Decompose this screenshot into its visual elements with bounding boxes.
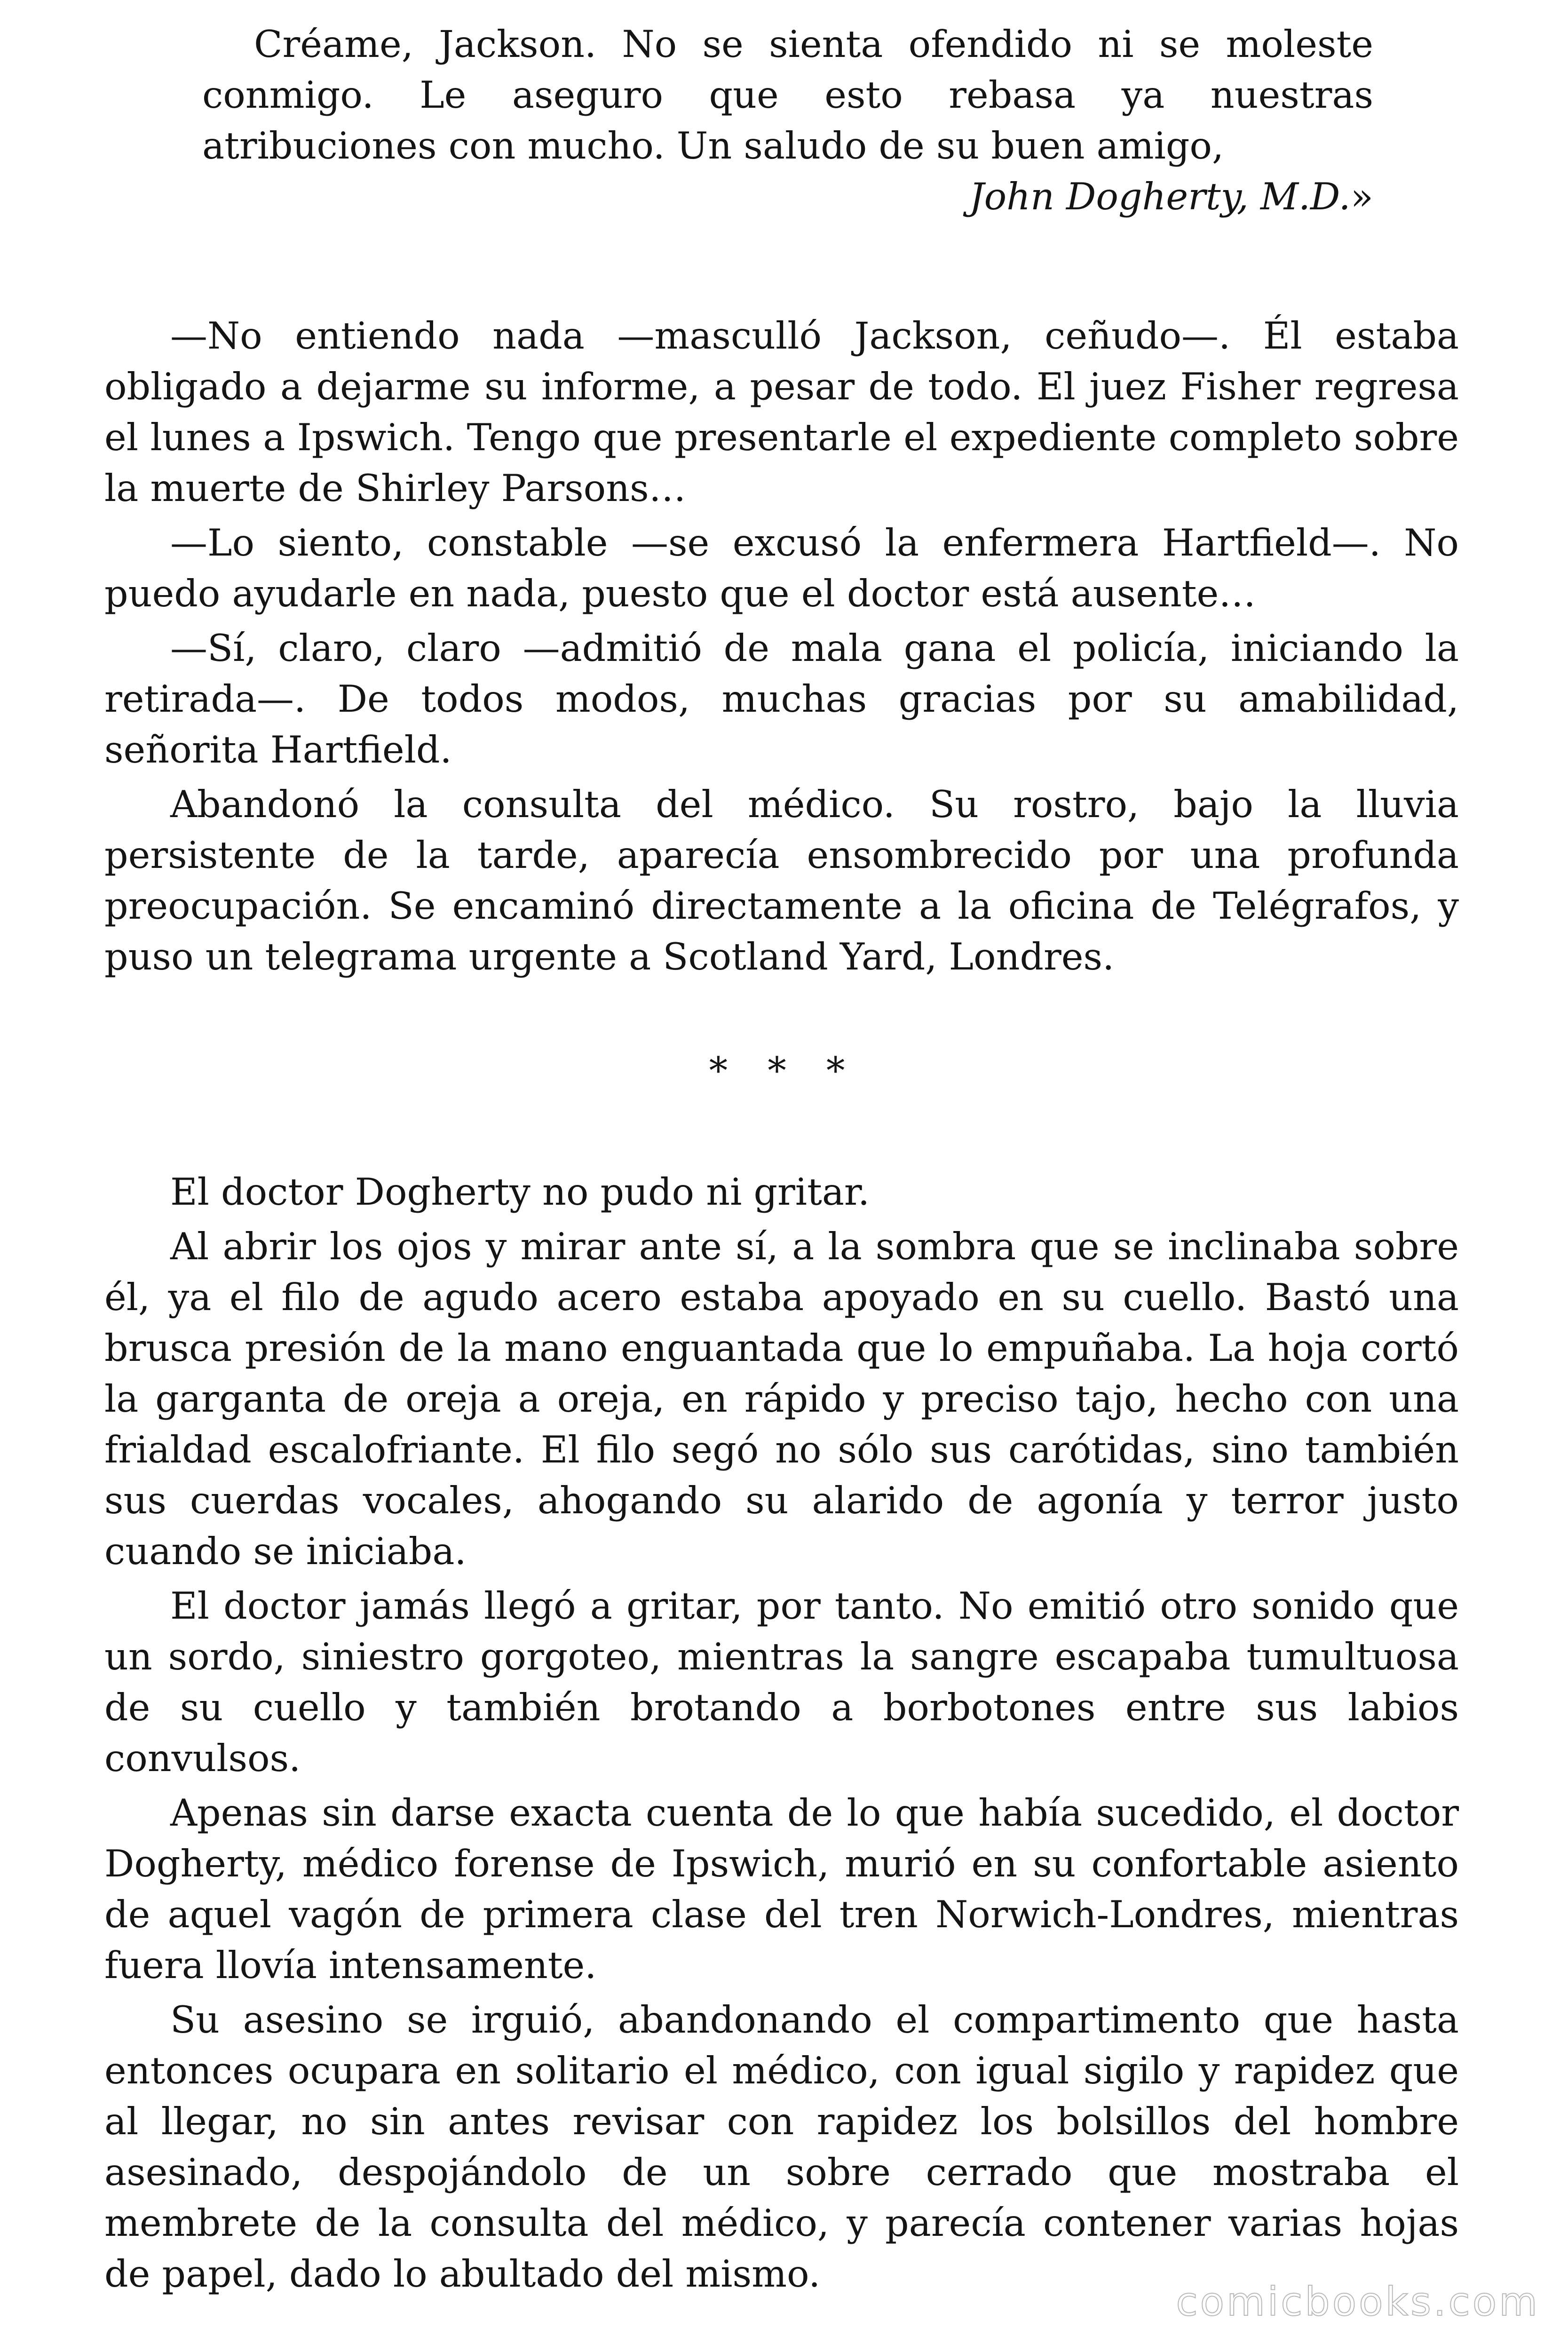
paragraph: El doctor jamás llegó a gritar, por tanto. No emitió otro sonido que un sordo, siniestro gorgoteo, mientras la sangre escapaba tumultuosa de su cuello y también brotando a borbotones entre sus labios convulsos. (104, 1584, 1459, 1780)
watermark: comicbooks.com (1176, 2279, 1540, 2325)
signature-name: John Dogherty, M.D. (969, 175, 1351, 218)
paragraph: Apenas sin darse exacta cuenta de lo que había sucedido, el doctor Dogherty, médico forense de Ipswich, murió en su confortable asiento de aquel vagón de primera clase del tren Norwich-Londres, mientras fuera llovía intensamente. (104, 1791, 1459, 1987)
paragraph: Abandonó la consulta del médico. Su rostro, bajo la lluvia persistente de la tarde, aparecía ensombrecido por una profunda preocupación. Se encaminó directamente a la oficina de Telégrafos, y puso un telegrama urgente a Scotland Yard, Londres. (104, 783, 1459, 978)
letter-body: Créame, Jackson. No se sienta ofendido ni se moleste conmigo. Le aseguro que esto rebasa ya nuestras atribuciones con mucho. Un saludo de su buen amigo, (202, 23, 1373, 167)
letter-signature (202, 171, 1373, 222)
paragraph: Al abrir los ojos y mirar ante sí, a la sombra que se inclinaba sobre él, ya el filo de agudo acero estaba apoyado en su cuello. Bastó una brusca presión de la mano enguantada que lo empuñaba. La hoja cortó la garganta de oreja a oreja, en rápido y preciso tajo, hecho con una frialdad escalofriante. El filo segó no sólo sus carótidas, sino también sus cuerdas vocales, ahogando su alarido de agonía y terror justo cuando se iniciaba. (104, 1225, 1459, 1573)
paragraph: —No entiendo nada —masculló Jackson, ceñudo—. Él estaba obligado a dejarme su informe, a pesar de todo. El juez Fisher regresa el lunes a Ipswich. Tengo que presentarle el expediente completo sobre la muerte de Shirley Parsons… (104, 314, 1459, 510)
section-one (104, 310, 1459, 986)
paragraph: —Sí, claro, claro —admitió de mala gana el policía, iniciando la retirada—. De todos modos, muchas gracias por su amabilidad, señorita Hartfield. (104, 627, 1459, 771)
section-separator: * * * (709, 1049, 859, 1092)
paragraph: Su asesino se irguió, abandonando el compartimento que hasta entonces ocupara en solitario el médico, con igual sigilo y rapidez que al llegar, no sin antes revisar con rapidez los bolsillos del hombre asesinado, despojándolo de un sobre cerrado que mostraba el membrete de la consulta del médico, y parecía contener varias hojas de papel, dado lo abultado del mismo. (104, 1998, 1459, 2296)
paragraph: —Lo siento, constable —se excusó la enfermera Hartfield—. No puedo ayudarle en nada, puesto que el doctor está ausente… (104, 521, 1459, 615)
paragraph: El doctor Dogherty no pudo ni gritar. (170, 1170, 870, 1214)
closing-quote: » (1350, 175, 1373, 218)
section-two (104, 1167, 1459, 2303)
letter-excerpt (202, 19, 1373, 171)
